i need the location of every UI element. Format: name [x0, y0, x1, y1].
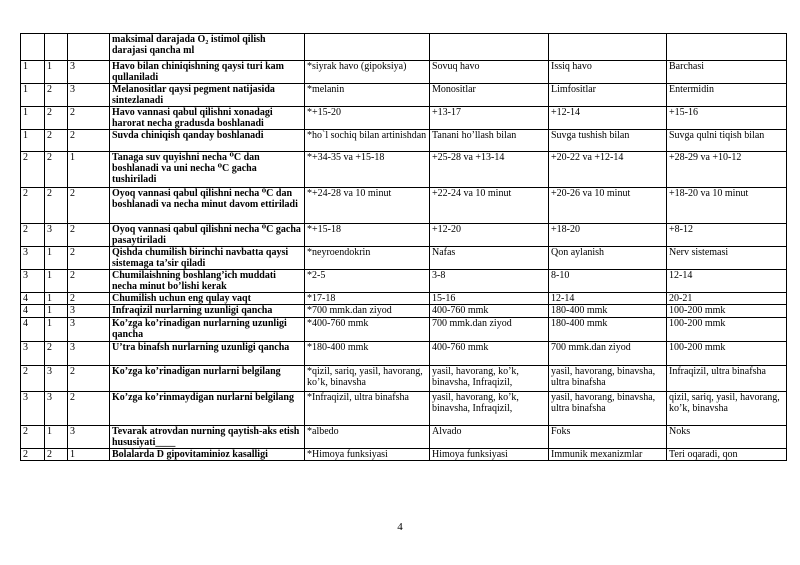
table-row	[21, 270, 787, 293]
answer-correct-cell: *melanin	[305, 84, 430, 107]
level-cell: 1	[21, 84, 45, 107]
question-table	[20, 33, 787, 461]
table-row	[21, 449, 787, 461]
difficulty-cell: 2	[68, 293, 110, 305]
question-cell: Havo vannasi qabul qilishni xonadagi harorat necha gradusda boshlanadi	[110, 107, 305, 130]
table-row	[21, 84, 787, 107]
answer-correct-cell: *Infraqizil, ultra binafsha	[305, 392, 430, 426]
option-b-cell: +22-24 va 10 minut	[430, 188, 549, 224]
difficulty-cell: 2	[68, 366, 110, 392]
difficulty-cell	[68, 34, 110, 61]
option-c-cell: yasil, havorang, binavsha, ultra binafsha	[549, 366, 667, 392]
table-row	[21, 34, 787, 61]
table-row	[21, 342, 787, 366]
level-cell: 1	[21, 61, 45, 84]
block-cell: 1	[45, 293, 68, 305]
level-cell: 2	[21, 366, 45, 392]
option-b-cell: yasil, havorang, ko’k, binavsha, Infraqizil,	[430, 392, 549, 426]
block-cell: 1	[45, 426, 68, 449]
option-b-cell: Alvado	[430, 426, 549, 449]
block-cell: 2	[45, 107, 68, 130]
option-b-cell: Nafas	[430, 247, 549, 270]
question-cell: maksimal darajada O₂ istimol qilish darajasi qancha ml	[110, 34, 305, 61]
block-cell: 2	[45, 342, 68, 366]
level-cell: 4	[21, 318, 45, 342]
option-b-cell: 700 mmk.dan ziyod	[430, 318, 549, 342]
option-b-cell: Monositlar	[430, 84, 549, 107]
table-row	[21, 152, 787, 188]
option-d-cell: 20-21	[667, 293, 787, 305]
difficulty-cell: 3	[68, 318, 110, 342]
difficulty-cell: 2	[68, 107, 110, 130]
table-row	[21, 293, 787, 305]
question-cell: Oyoq vannasi qabul qilishni necha ⁰C dan boshlanadi va necha minut davom ettiriladi	[110, 188, 305, 224]
block-cell: 1	[45, 305, 68, 318]
question-cell: Ko’zga ko’rinadigan nurlarni belgilang	[110, 366, 305, 392]
answer-correct-cell: *180-400 mmk	[305, 342, 430, 366]
option-c-cell: 8-10	[549, 270, 667, 293]
table-row	[21, 426, 787, 449]
table-row	[21, 247, 787, 270]
option-d-cell: qizil, sariq, yasil, havorang, ko’k, binavsha	[667, 392, 787, 426]
level-cell: 2	[21, 224, 45, 247]
block-cell: 2	[45, 449, 68, 461]
answer-correct-cell: *+34-35 va +15-18	[305, 152, 430, 188]
question-cell: Melanositlar qaysi pegment natijasida sintezlanadi	[110, 84, 305, 107]
option-b-cell: Himoya funksiyasi	[430, 449, 549, 461]
option-c-cell: 180-400 mmk	[549, 318, 667, 342]
level-cell: 4	[21, 305, 45, 318]
answer-correct-cell: *Himoya funksiyasi	[305, 449, 430, 461]
option-b-cell: +13-17	[430, 107, 549, 130]
difficulty-cell: 3	[68, 84, 110, 107]
block-cell: 2	[45, 84, 68, 107]
block-cell: 1	[45, 61, 68, 84]
option-b-cell: 15-16	[430, 293, 549, 305]
option-d-cell: 100-200 mmk	[667, 305, 787, 318]
option-b-cell: Sovuq havo	[430, 61, 549, 84]
level-cell: 2	[21, 449, 45, 461]
answer-correct-cell	[305, 34, 430, 61]
option-d-cell: +28-29 va +10-12	[667, 152, 787, 188]
question-cell: Tanaga suv quyishni necha ⁰C dan boshlanadi va uni necha ⁰C gacha tushiriladi	[110, 152, 305, 188]
option-d-cell: +8-12	[667, 224, 787, 247]
table-row	[21, 305, 787, 318]
table-body	[21, 34, 787, 461]
question-cell: Bolalarda D gipovitaminioz kasalligi	[110, 449, 305, 461]
question-cell: Infraqizil nurlarning uzunligi qancha	[110, 305, 305, 318]
block-cell	[45, 34, 68, 61]
block-cell: 3	[45, 366, 68, 392]
option-d-cell: +15-16	[667, 107, 787, 130]
option-d-cell: 100-200 mmk	[667, 342, 787, 366]
table-row	[21, 130, 787, 152]
question-cell: Suvda chiniqish qanday boshlanadi	[110, 130, 305, 152]
difficulty-cell: 3	[68, 61, 110, 84]
answer-correct-cell: *+24-28 va 10 minut	[305, 188, 430, 224]
answer-correct-cell: *17-18	[305, 293, 430, 305]
level-cell: 1	[21, 130, 45, 152]
block-cell: 2	[45, 188, 68, 224]
option-c-cell: Foks	[549, 426, 667, 449]
option-d-cell: Infraqizil, ultra binafsha	[667, 366, 787, 392]
level-cell: 3	[21, 270, 45, 293]
option-c-cell: +12-14	[549, 107, 667, 130]
option-d-cell: Barchasi	[667, 61, 787, 84]
question-cell: Ko’zga ko’rinadigan nurlarning uzunligi qancha	[110, 318, 305, 342]
option-d-cell: 12-14	[667, 270, 787, 293]
question-cell: Chumilish uchun eng qulay vaqt	[110, 293, 305, 305]
block-cell: 1	[45, 318, 68, 342]
option-c-cell: 700 mmk.dan ziyod	[549, 342, 667, 366]
level-cell: 2	[21, 426, 45, 449]
option-c-cell: Immunik mexanizmlar	[549, 449, 667, 461]
table-row	[21, 61, 787, 84]
question-cell: Chumilaishning boshlang’ich muddati necha minut bo’lishi kerak	[110, 270, 305, 293]
level-cell: 2	[21, 152, 45, 188]
answer-correct-cell: *siyrak havo (gipoksiya)	[305, 61, 430, 84]
question-cell: Ko’zga ko’rinmaydigan nurlarni belgilang	[110, 392, 305, 426]
difficulty-cell: 2	[68, 188, 110, 224]
table-row	[21, 318, 787, 342]
block-cell: 2	[45, 130, 68, 152]
option-c-cell: Qon aylanish	[549, 247, 667, 270]
option-c-cell: +20-22 va +12-14	[549, 152, 667, 188]
question-cell: Tevarak atrovdan nurning qaytish-aks etish hususiyati____	[110, 426, 305, 449]
block-cell: 3	[45, 224, 68, 247]
difficulty-cell: 1	[68, 152, 110, 188]
option-c-cell: yasil, havorang, binavsha, ultra binafsha	[549, 392, 667, 426]
option-d-cell: +18-20 va 10 minut	[667, 188, 787, 224]
option-c-cell: Limfositlar	[549, 84, 667, 107]
option-b-cell: +12-20	[430, 224, 549, 247]
answer-correct-cell: *+15-20	[305, 107, 430, 130]
question-cell: U’tra binafsh nurlarning uzunligi qancha	[110, 342, 305, 366]
option-c-cell: +18-20	[549, 224, 667, 247]
answer-correct-cell: *neyroendokrin	[305, 247, 430, 270]
page-number: 4	[397, 521, 403, 533]
difficulty-cell: 3	[68, 426, 110, 449]
option-d-cell: Noks	[667, 426, 787, 449]
difficulty-cell: 2	[68, 224, 110, 247]
option-b-cell: 3-8	[430, 270, 549, 293]
block-cell: 1	[45, 270, 68, 293]
question-cell: Oyoq vannasi qabul qilishni necha ⁰C gacha pasaytiriladi	[110, 224, 305, 247]
difficulty-cell: 2	[68, 270, 110, 293]
option-c-cell	[549, 34, 667, 61]
difficulty-cell: 2	[68, 130, 110, 152]
table-row	[21, 188, 787, 224]
level-cell: 3	[21, 342, 45, 366]
difficulty-cell: 3	[68, 342, 110, 366]
answer-correct-cell: *400-760 mmk	[305, 318, 430, 342]
option-b-cell: 400-760 mmk	[430, 342, 549, 366]
level-cell: 2	[21, 188, 45, 224]
option-c-cell: Suvga tushish bilan	[549, 130, 667, 152]
answer-correct-cell: *700 mmk.dan ziyod	[305, 305, 430, 318]
question-cell: Qishda chumilish birinchi navbatta qaysi sistemaga ta’sir qiladi	[110, 247, 305, 270]
level-cell	[21, 34, 45, 61]
answer-correct-cell: *2-5	[305, 270, 430, 293]
option-c-cell: 180-400 mmk	[549, 305, 667, 318]
option-d-cell: Nerv sistemasi	[667, 247, 787, 270]
level-cell: 1	[21, 107, 45, 130]
block-cell: 1	[45, 247, 68, 270]
option-d-cell: 100-200 mmk	[667, 318, 787, 342]
option-c-cell: Issiq havo	[549, 61, 667, 84]
difficulty-cell: 2	[68, 392, 110, 426]
option-b-cell: 400-760 mmk	[430, 305, 549, 318]
level-cell: 3	[21, 392, 45, 426]
option-b-cell: +25-28 va +13-14	[430, 152, 549, 188]
option-c-cell: +20-26 va 10 minut	[549, 188, 667, 224]
difficulty-cell: 2	[68, 247, 110, 270]
option-d-cell: Entermidin	[667, 84, 787, 107]
answer-correct-cell: *ho`l sochiq bilan artinishdan	[305, 130, 430, 152]
level-cell: 3	[21, 247, 45, 270]
level-cell: 4	[21, 293, 45, 305]
table-row	[21, 392, 787, 426]
answer-correct-cell: *+15-18	[305, 224, 430, 247]
option-b-cell	[430, 34, 549, 61]
table-row	[21, 107, 787, 130]
answer-correct-cell: *albedo	[305, 426, 430, 449]
question-cell: Havo bilan chiniqishning qaysi turi kam qullaniladi	[110, 61, 305, 84]
difficulty-cell: 1	[68, 449, 110, 461]
option-b-cell: yasil, havorang, ko’k, binavsha, Infraqizil,	[430, 366, 549, 392]
difficulty-cell: 3	[68, 305, 110, 318]
option-d-cell: Suvga qulni tiqish bilan	[667, 130, 787, 152]
option-d-cell: Teri oqaradi, qon	[667, 449, 787, 461]
answer-correct-cell: *qizil, sariq, yasil, havorang, ko’k, binavsha	[305, 366, 430, 392]
block-cell: 3	[45, 392, 68, 426]
block-cell: 2	[45, 152, 68, 188]
option-b-cell: Tanani ho’llash bilan	[430, 130, 549, 152]
option-d-cell	[667, 34, 787, 61]
option-c-cell: 12-14	[549, 293, 667, 305]
table-row	[21, 224, 787, 247]
table-row	[21, 366, 787, 392]
